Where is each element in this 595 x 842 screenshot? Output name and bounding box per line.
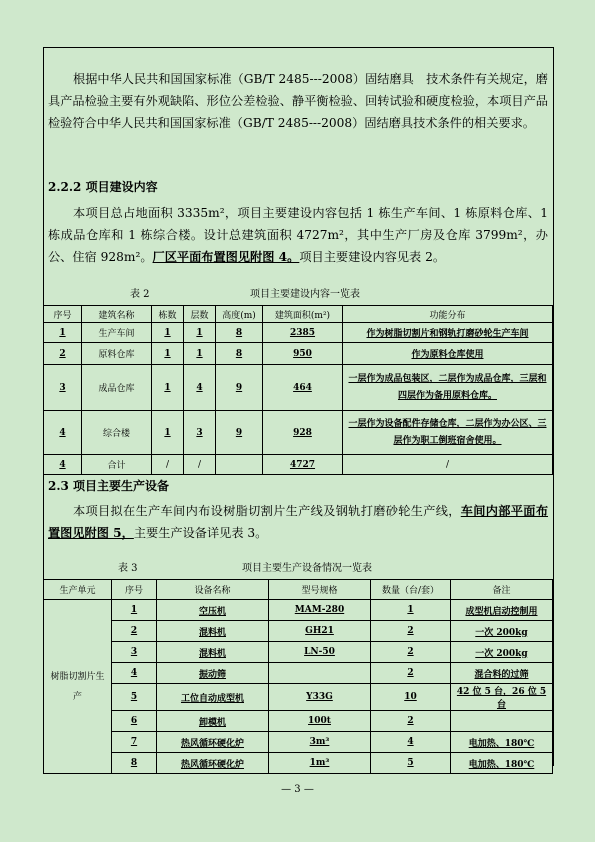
- table-2-number: 表 2: [130, 289, 150, 300]
- t2-cell: 2385: [263, 323, 343, 343]
- t3-cell: 混料机: [157, 642, 269, 663]
- t3-header: 备注: [451, 580, 553, 600]
- t2-header: 栋数: [152, 306, 184, 323]
- t2-cell: 9: [216, 365, 263, 411]
- table-row: [44, 684, 553, 711]
- t2-cell: 1: [184, 323, 216, 343]
- t2-cell: 作为原料仓库使用: [343, 343, 553, 365]
- t2-cell: 生产车间: [82, 323, 152, 343]
- paragraph-standards: 根据中华人民共和国国家标准（GB/T 2485---2008）固结磨具 技术条件有关规定，磨具产品检验主要有外观缺陷、形位公差检验、静平衡检验、回转试验和硬度检验，本项目产品检验符合中华人民共和国国家标准（GB/T 2485---2008）固结磨具技术条件的相关要求。: [48, 72, 548, 130]
- table-row: [44, 642, 553, 663]
- t2-cell: /: [152, 455, 184, 475]
- t3-cell: 1: [112, 600, 157, 621]
- table-2-title: 项目主要建设内容一览表: [250, 289, 360, 300]
- t3-cell: 一次 200kg: [451, 621, 553, 642]
- t2-cell: 原料仓库: [82, 343, 152, 365]
- t2-cell: 2: [44, 343, 82, 365]
- t3-cell: LN-50: [269, 642, 371, 663]
- table-3: [43, 579, 553, 774]
- t2-cell: 3: [184, 411, 216, 455]
- t2-cell: 928: [263, 411, 343, 455]
- t2-cell: 1: [152, 411, 184, 455]
- t3-cell: 1m³: [269, 753, 371, 774]
- t3-header: 型号规格: [269, 580, 371, 600]
- table-row: [44, 732, 553, 753]
- t2-cell: 4: [184, 365, 216, 411]
- t3-cell: 4: [112, 663, 157, 684]
- t2-cell: 一层作为设备配件存储仓库，二层作为办公区、三层作为职工倒班宿舍使用。: [343, 411, 553, 455]
- t2-cell: /: [343, 455, 553, 475]
- table-row: [44, 753, 553, 774]
- t3-cell: [451, 711, 553, 732]
- t3-header: 设备名称: [157, 580, 269, 600]
- t3-cell: 6: [112, 711, 157, 732]
- t3-cell: 电加热、180℃: [451, 732, 553, 753]
- t3-cell: 热风循环硬化炉: [157, 732, 269, 753]
- t3-cell: 空压机: [157, 600, 269, 621]
- t2-header: 功能分布: [343, 306, 553, 323]
- table-row: [44, 711, 553, 732]
- t2-cell: 1: [184, 343, 216, 365]
- t3-cell: 8: [112, 753, 157, 774]
- t2-cell: 464: [263, 365, 343, 411]
- workshop-plan-reference: 车间内部平面布置图见附图 5，: [48, 504, 549, 540]
- t2-cell: 成品仓库: [82, 365, 152, 411]
- heading-2-3: 2.3 项目主要生产设备: [48, 479, 170, 493]
- t2-header: 序号: [44, 306, 82, 323]
- t2-cell: 8: [216, 343, 263, 365]
- t2-cell: 9: [216, 411, 263, 455]
- t3-cell: 卸模机: [157, 711, 269, 732]
- table-3-number: 表 3: [118, 563, 138, 574]
- t3-cell: 2: [371, 621, 451, 642]
- paragraph-construction: [48, 202, 548, 268]
- t3-cell: 5: [371, 753, 451, 774]
- paragraph-equipment: [48, 500, 548, 544]
- table-row: [44, 663, 553, 684]
- t3-cell: 2: [371, 642, 451, 663]
- t3-header: 生产单元: [44, 580, 112, 600]
- t3-cell: 热风循环硬化炉: [157, 753, 269, 774]
- t3-cell: 5: [112, 684, 157, 711]
- t2-header: 建筑名称: [82, 306, 152, 323]
- t3-cell: 2: [371, 663, 451, 684]
- t2-cell: 4: [44, 455, 82, 475]
- page-number: — 3 —: [281, 784, 314, 795]
- t2-cell: 1: [152, 365, 184, 411]
- construction-text: 本项目总占地面积 3335m²，项目主要建设内容包括 1 栋生产车间、1 栋原料仓库、1 栋成品仓库和 1 栋综合楼。设计总建筑面积 4727m²，其中生产厂房及仓库 3799m²，办公、住宿 928m²。: [48, 206, 548, 264]
- t3-cell: 4: [371, 732, 451, 753]
- table-row: [44, 621, 553, 642]
- t3-header: 数量（台/套）: [371, 580, 451, 600]
- t2-header: 高度(m): [216, 306, 263, 323]
- t3-cell: MAM-280: [269, 600, 371, 621]
- site-plan-reference: 厂区平面布置图见附图 4。: [152, 250, 300, 264]
- t2-cell: 1: [152, 323, 184, 343]
- t3-cell: 混合料的过筛: [451, 663, 553, 684]
- t3-cell: [269, 663, 371, 684]
- t2-cell: 1: [152, 343, 184, 365]
- table-row: [44, 343, 553, 365]
- t3-cell: 成型机启动控制用: [451, 600, 553, 621]
- table-2-header-row: [44, 306, 553, 323]
- t3-cell: 100t: [269, 711, 371, 732]
- t2-cell: 3: [44, 365, 82, 411]
- t3-cell: 2: [371, 711, 451, 732]
- t3-cell: 混料机: [157, 621, 269, 642]
- t3-cell: 电加热、180℃: [451, 753, 553, 774]
- t2-cell: 950: [263, 343, 343, 365]
- t3-cell: GH21: [269, 621, 371, 642]
- heading-2-2-2: 2.2.2 项目建设内容: [48, 180, 158, 194]
- t3-cell: 工位自动成型机: [157, 684, 269, 711]
- t2-cell: /: [184, 455, 216, 475]
- t3-cell: Y33G: [269, 684, 371, 711]
- t3-cell: 2: [112, 621, 157, 642]
- t3-cell: 7: [112, 732, 157, 753]
- table-row: [44, 365, 553, 411]
- t3-cell: 1: [371, 600, 451, 621]
- t3-cell: 42 位 5 台，26 位 5 台: [451, 684, 553, 711]
- t2-cell: [216, 455, 263, 475]
- t2-header: 建筑面积(m²): [263, 306, 343, 323]
- t2-cell: 合计: [82, 455, 152, 475]
- t3-cell: 振动筛: [157, 663, 269, 684]
- t2-cell: 1: [44, 323, 82, 343]
- equipment-text: 本项目拟在生产车间内布设树脂切割片生产线及钢轨打磨砂轮生产线，: [73, 504, 461, 518]
- equipment-text-end: 主要生产设备详见表 3。: [133, 526, 268, 540]
- t3-cell: 一次 200kg: [451, 642, 553, 663]
- table-3-header-row: [44, 580, 553, 600]
- t2-cell: 8: [216, 323, 263, 343]
- t2-header: 层数: [184, 306, 216, 323]
- t2-cell: 一层作为成品包装区，二层作为成品仓库，三层和四层作为备用原料仓库。: [343, 365, 553, 411]
- t3-header: 序号: [112, 580, 157, 600]
- table-row: [44, 600, 553, 621]
- t2-cell: 作为树脂切割片和钢轨打磨砂轮生产车间: [343, 323, 553, 343]
- t3-cell: 3m³: [269, 732, 371, 753]
- production-unit-cell: 树脂切割片生产: [44, 600, 112, 774]
- table-row: [44, 323, 553, 343]
- table-row-total: [44, 455, 553, 475]
- t2-cell: 综合楼: [82, 411, 152, 455]
- construction-text-end: 项目主要建设内容见表 2。: [299, 250, 446, 264]
- table-row: [44, 411, 553, 455]
- table-2: [43, 305, 553, 475]
- t2-cell: 4: [44, 411, 82, 455]
- table-3-title: 项目主要生产设备情况一览表: [242, 563, 372, 574]
- t3-cell: 10: [371, 684, 451, 711]
- t3-cell: 3: [112, 642, 157, 663]
- t2-cell: 4727: [263, 455, 343, 475]
